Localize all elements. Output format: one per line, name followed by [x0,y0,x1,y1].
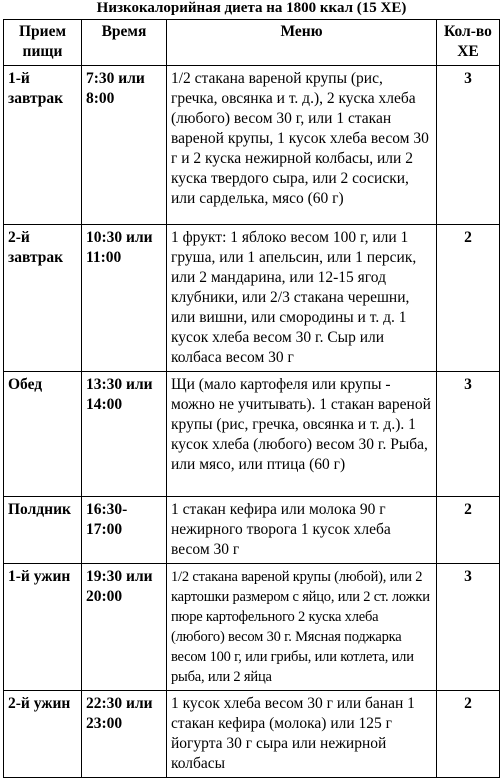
meal-menu: 1/2 стакана вареной крупы (рис, гречка, овсянка и т. д.), 2 куска хлеба (любого) весом 30 г, или 1 стакан вареной крупы, 1 кусок хлеба весом 30 г и 2 куска нежирной колбасы, или 2 куска твердого сыра, или 2 сосиски, или сарделька, мясо (60 г) [167,66,437,225]
meal-time: 22:30 или 23:00 [82,691,167,778]
diet-table [3,19,500,778]
document-title: Низкокалорийная диета на 1800 ккал (15 ХЕ) [96,0,407,16]
table-row [4,66,500,225]
meal-xe: 3 [437,564,500,691]
meal-xe: 3 [437,372,500,497]
header-time: Время [82,20,167,66]
meal-time: 16:30-17:00 [82,497,167,564]
meal-name: 2-й ужин [4,691,82,778]
meal-xe: 3 [437,66,500,225]
meal-time: 13:30 или 14:00 [82,372,167,497]
meal-xe: 2 [437,225,500,372]
header-meal: Прием пищи [4,20,82,66]
table-header-row [4,20,500,66]
meal-time: 7:30 или 8:00 [82,66,167,225]
meal-name: Обед [4,372,82,497]
header-menu: Меню [167,20,437,66]
meal-menu: 1/2 стакана вареной крупы (любой), или 2 картошки размером с яйцо, или 2 ст. ложки пюре картофельного 2 куска хлеба (любого) весом 30 г. Мясная поджарка весом 100 г, или грибы, или котлета, или рыба, или 2 яйца [167,564,437,691]
meal-menu: 1 стакан кефира или молока 90 г нежирного творога 1 кусок хлеба весом 30 г [167,497,437,564]
meal-time: 10:30 или 11:00 [82,225,167,372]
table-row [4,564,500,691]
meal-xe: 2 [437,497,500,564]
meal-menu: Щи (мало картофеля или крупы - можно не учитывать). 1 стакан вареной крупы (рис, гречка, овсянка и т. д.). 1 кусок хлеба (любого) весом 30 г. Рыба, или мясо, или птица (60 г) [167,372,437,497]
table-row [4,691,500,778]
meal-name: 1-й завтрак [4,66,82,225]
table-row [4,372,500,497]
meal-name: 2-й завтрак [4,225,82,372]
table-row [4,225,500,372]
table-row [4,497,500,564]
meal-name: 1-й ужин [4,564,82,691]
header-xe: Кол-во ХЕ [437,20,500,66]
meal-name: Полдник [4,497,82,564]
meal-menu: 1 фрукт: 1 яблоко весом 100 г, или 1 груша, или 1 апельсин, или 1 персик, или 2 мандарина, или 12-15 ягод клубники, или 2/3 стакана черешни, или вишни, или смородины и т. д. 1 кусок хлеба весом 30 г. Сыр или колбаса весом 30 г [167,225,437,372]
meal-time: 19:30 или 20:00 [82,564,167,691]
meal-menu: 1 кусок хлеба весом 30 г или банан 1 стакан кефира (молока) или 125 г йогурта 30 г сыра или нежирной колбасы [167,691,437,778]
meal-xe: 2 [437,691,500,778]
